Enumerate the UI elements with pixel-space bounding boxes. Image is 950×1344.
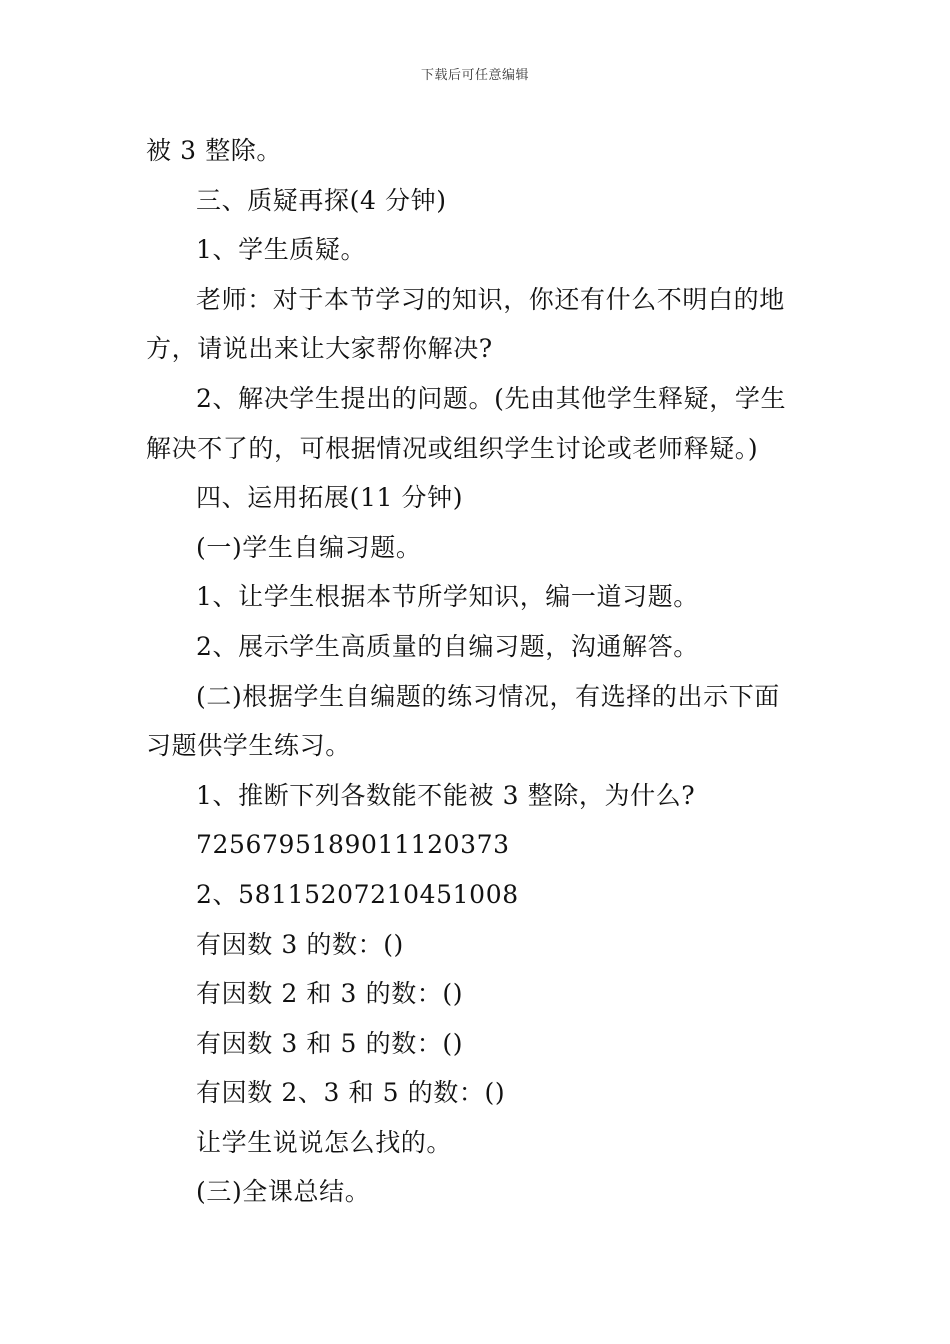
- text-line: 1、让学生根据本节所学知识，编一道习题。: [196, 582, 699, 612]
- text-line: 让学生说说怎么找的。: [196, 1127, 453, 1157]
- text-line: 2、展示学生高质量的自编习题，沟通解答。: [196, 631, 699, 661]
- exercise-numbers: 7256795189011120373: [196, 830, 510, 860]
- subsection-heading: (二)根据学生自编题的练习情况，有选择的出示下面: [196, 681, 780, 711]
- section-heading: 四、运用拓展(11 分钟): [196, 483, 464, 513]
- exercise-line: 有因数 2、3 和 5 的数：(): [196, 1078, 506, 1108]
- subsection-heading: (一)学生自编习题。: [196, 532, 422, 562]
- exercise-line: 有因数 3 和 5 的数：(): [196, 1028, 464, 1058]
- text-line: 老师：对于本节学习的知识，你还有什么不明白的地: [196, 284, 785, 314]
- text-line: 被 3 整除。: [146, 136, 282, 165]
- text-line: 方，请说出来让大家帮你解决?: [146, 334, 493, 364]
- text-line: 1、学生质疑。: [196, 235, 367, 265]
- exercise-line: 有因数 3 的数：(): [196, 929, 404, 959]
- subsection-heading: (三)全课总结。: [196, 1177, 371, 1207]
- section-heading: 三、质疑再探(4 分钟): [196, 185, 447, 215]
- text-line: 解决不了的，可根据情况或组织学生讨论或老师释疑。): [146, 433, 759, 463]
- exercise-line: 1、推断下列各数能不能被 3 整除，为什么?: [196, 780, 696, 810]
- exercise-line: 有因数 2 和 3 的数：(): [196, 979, 464, 1009]
- exercise-line: 2、58115207210451008: [196, 879, 519, 909]
- text-line: 习题供学生练习。: [146, 731, 351, 761]
- text-line: 2、解决学生提出的问题。(先由其他学生释疑，学生: [196, 383, 787, 413]
- document-body: [146, 126, 806, 1217]
- page-header: 下载后可任意编辑: [420, 68, 529, 83]
